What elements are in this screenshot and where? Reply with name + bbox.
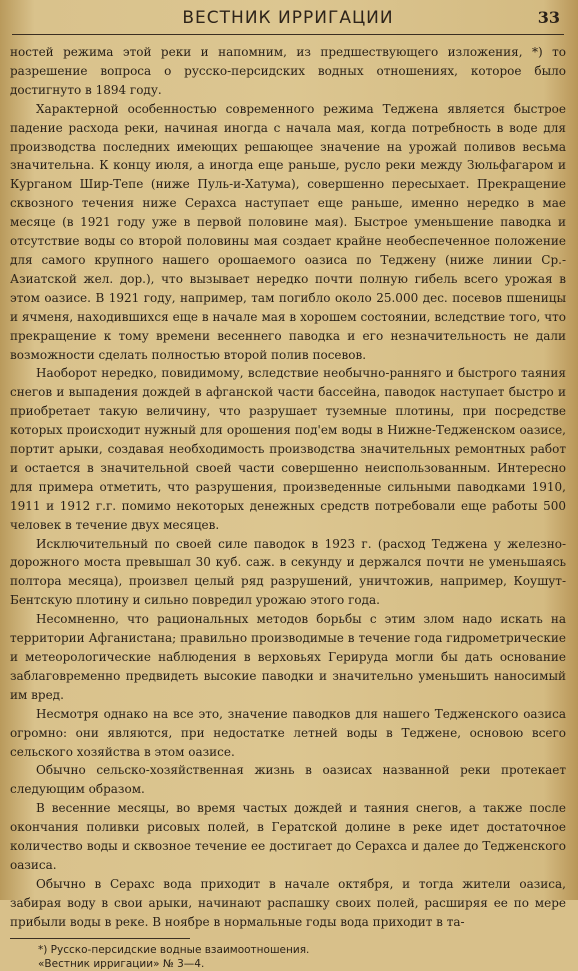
page-header [12, 0, 564, 35]
paragraph-9: Обычно в Серахс вода приходит в начале октября, и тогда жители оазиса, забирая воду в свои арыки, начинают распашку своих полей, расширяя ее по мере прибыли воды в реке. В ноябре в нормальные годы вода приходит в та- [10, 876, 566, 929]
paragraph-1: ностей режима этой реки и напомним, из предшествующего изложения, *) то разрешение вопроса о русско-персидских водных отношениях, которое было достигнуто в 1894 году. [10, 45, 566, 97]
paragraph-5: Несомненно, что рациональных методов борьбы с этим злом надо искать на территории Афганистана; правильно производимые в течение года гидрометрические и метеорологические наблюдения в верховьях Герируда могли бы дать основание заблаговременно предвидеть высокие паводки и значительно уменьшить наносимый им вред. [10, 612, 566, 702]
footnote-divider [10, 938, 190, 939]
paragraph-2: Характерной особенностью современного режима Теджена является быстрое падение расхода реки, начиная иногда с начала мая, когда потребность в воде для производства последних имеющих решающее значение на урожай поливов весьма значительна. К концу июля, а иногда еще раньше, русло реки между Зюльфагаром и Курганом Шир-Тепе (ниже Пуль-и-Хатума), совершенно пересыхает. Прекращение сквозного течения ниже Серахса наступает еще раньше, именно нередко в мае месяце (в 1921 году уже в первой половине мая). Быстрое уменьшение паводка и отсутствие воды со второй половины мая создает крайне необеспеченное положение для самого крупного нашего орошаемого оазиса по Теджену (ниже линии Ср.-Азиатской жел. дор.), что вызывает нередко почти полную гибель всего урожая в этом оазисе. В 1921 году, например, там погибло около 25.000 дес. посевов пшеницы и ячменя, находившихся еще в начале мая в хорошем состоянии, вследствие того, что прекращение к тому времени весеннего паводка и его незначительность не дали возможности сделать полностью второй полив посевов. [10, 101, 566, 362]
paragraph-8: В весенние месяцы, во время частых дождей и таяния снегов, а также после окончания поливки рисовых полей, в Гератской долине в реке идет достаточное количество воды и сквозное течение ее достигает до Серахса и далее до Тедженского оазиса. [10, 801, 566, 872]
page-number: 33 [537, 8, 560, 27]
footnote-1: *) Русско-персидские водные взаимоотношения. [38, 943, 310, 956]
paragraph-4: Исключительный по своей силе паводок в 1923 г. (расход Теджена у железно-дорожного моста превышал 30 куб. саж. в секунду и держался почти не уменьшаясь полтора месяца), произвел целый ряд разрушений, уничтожив, например, Коушут-Бентскую плотину и сильно повредил урожаю этого года. [10, 536, 566, 608]
paragraph-7: Обычно сельско-хозяйственная жизнь в оазисах названной реки протекает следующим образом. [10, 763, 566, 797]
journal-title: ВЕСТНИК ИРРИГАЦИИ [182, 8, 394, 28]
footnotes [10, 943, 566, 971]
paragraph-6: Несмотря однако на все это, значение паводков для нашего Тедженского оазиса огромно: они являются, при недостатке летней воды в Теджене, основою всего сельского хозяйства в этом оазисе. [10, 706, 566, 759]
article-body [10, 35, 566, 932]
paragraph-3: Наоборот нередко, повидимому, вследствие необычно-ранняго и быстрого таяния снегов и выпадения дождей в афганской части бассейна, паводок наступает быстро и приобретает такую величину, что разрушает туземные плотины, при посредстве которых происходит нужный для орошения под'ем воды в Нижне-Тедженском оазисе, портит арыки, создавая необходимость производства значительных ремонтных работ и остается в значительной своей части совершенно неиспользованным. Интересно для примера отметить, что разрушения, произведенные сильными паводками 1910, 1911 и 1912 г.г. помимо некоторых денежных средств потребовали еще работы 500 человек в течение двух месяцев. [10, 366, 566, 532]
footnote-1-source: «Вестник ирригации» № 3—4. [38, 957, 205, 970]
